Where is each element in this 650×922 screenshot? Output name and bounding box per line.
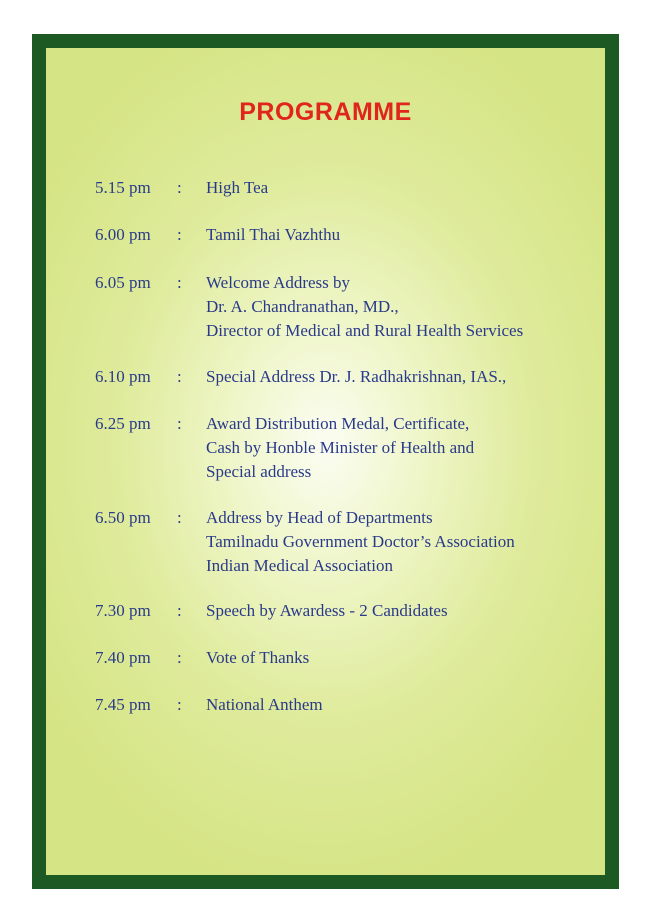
item-separator: : bbox=[177, 695, 182, 714]
item-separator: : bbox=[177, 601, 182, 620]
item-separator: : bbox=[177, 508, 182, 527]
item-line: High Tea bbox=[206, 178, 269, 197]
page-title: PROGRAMME bbox=[239, 98, 412, 126]
programme-item-6 bbox=[95, 506, 595, 578]
item-separator: : bbox=[177, 225, 182, 244]
item-time: 6.10 pm bbox=[95, 367, 151, 386]
item-time: 7.40 pm bbox=[95, 648, 151, 667]
programme-item-1 bbox=[95, 176, 595, 200]
programme-item-9 bbox=[95, 693, 595, 717]
programme-item-4 bbox=[95, 365, 595, 389]
item-description bbox=[206, 223, 595, 247]
item-line: Award Distribution Medal, Certificate, bbox=[206, 414, 470, 433]
programme-item-7 bbox=[95, 599, 595, 623]
item-separator: : bbox=[177, 367, 182, 386]
item-description bbox=[206, 176, 595, 200]
item-line: Address by Head of Departments bbox=[206, 508, 433, 527]
item-description bbox=[206, 271, 595, 343]
item-line: Special Address Dr. J. Radhakrishnan, IAS., bbox=[206, 367, 507, 386]
item-line: Tamil Thai Vazhthu bbox=[206, 225, 341, 244]
item-time: 5.15 pm bbox=[95, 178, 151, 197]
programme-item-8 bbox=[95, 646, 595, 670]
item-description bbox=[206, 506, 595, 578]
programme-item-5 bbox=[95, 412, 595, 484]
item-time: 6.05 pm bbox=[95, 273, 151, 292]
item-description bbox=[206, 646, 595, 670]
item-line: Dr. A. Chandranathan, MD., bbox=[206, 297, 399, 316]
programme-item-3 bbox=[95, 271, 595, 343]
item-line: Welcome Address by bbox=[206, 273, 351, 292]
item-description bbox=[206, 412, 595, 484]
item-line: Vote of Thanks bbox=[206, 648, 310, 667]
item-separator: : bbox=[177, 648, 182, 667]
item-separator: : bbox=[177, 273, 182, 292]
item-line: Special address bbox=[206, 462, 312, 481]
item-time: 6.50 pm bbox=[95, 508, 151, 527]
programme-card bbox=[32, 34, 619, 889]
item-time: 6.25 pm bbox=[95, 414, 151, 433]
item-line: National Anthem bbox=[206, 695, 323, 714]
item-separator: : bbox=[177, 178, 182, 197]
item-time: 6.00 pm bbox=[95, 225, 151, 244]
item-line: Cash by Honble Minister of Health and bbox=[206, 438, 475, 457]
item-line: Director of Medical and Rural Health Services bbox=[206, 321, 524, 340]
programme-item-2 bbox=[95, 223, 595, 247]
item-line: Tamilnadu Government Doctor’s Association bbox=[206, 532, 515, 551]
item-description bbox=[206, 693, 595, 717]
item-description bbox=[206, 599, 595, 623]
item-line: Speech by Awardess - 2 Candidates bbox=[206, 601, 448, 620]
item-line: Indian Medical Association bbox=[206, 556, 393, 575]
item-time: 7.30 pm bbox=[95, 601, 151, 620]
item-description bbox=[206, 365, 595, 389]
item-time: 7.45 pm bbox=[95, 695, 151, 714]
item-separator: : bbox=[177, 414, 182, 433]
